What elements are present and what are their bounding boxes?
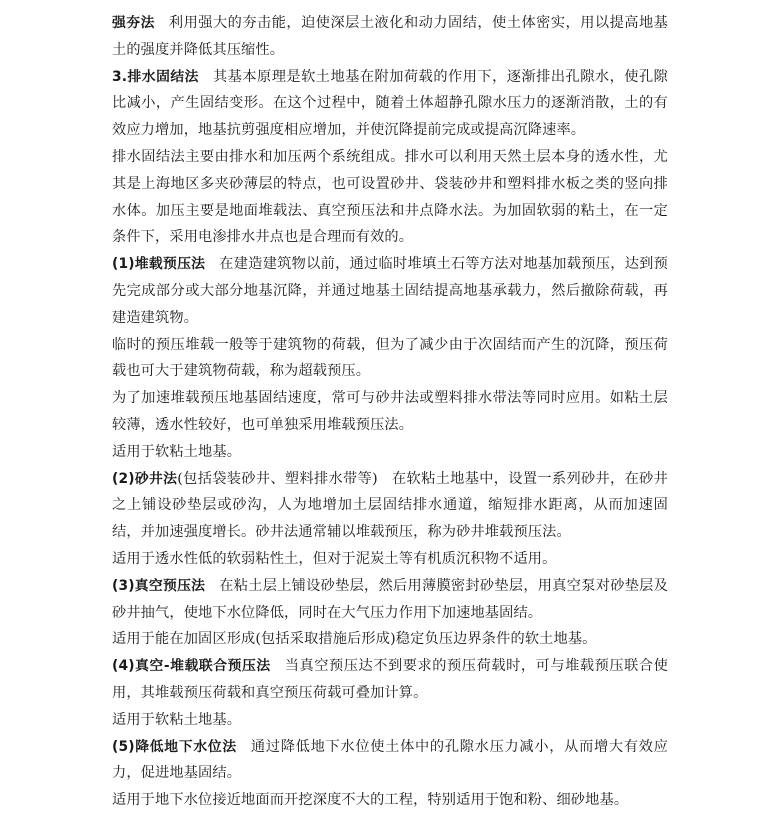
term-vacuum-preloading: (3)真空预压法 [112, 577, 206, 594]
paragraph-text: 适用于透水性低的软弱粘性土，但对于泥炭土等有机质沉积物不适用。 [112, 550, 557, 567]
paragraph-applicability-1 [112, 439, 668, 466]
paragraph-applicability-5 [112, 787, 668, 814]
paragraph-text: 适用于软粘土地基。 [112, 711, 242, 728]
paragraph-text: 适用于能在加固区形成(包括采取措施后形成)稳定负压边界条件的软土地基。 [112, 631, 597, 648]
term-combined-preloading: (4)真空-堆载联合预压法 [112, 658, 271, 675]
paragraph-applicability-4 [112, 707, 668, 734]
paragraph-sand-drain [112, 466, 668, 546]
paragraph-dynamic-compaction [112, 10, 668, 64]
paragraph-text: 临时的预压堆载一般等于建筑物的荷载，但为了减少由于次固结而产生的沉降，预压荷载也可大于建筑物荷载，称为超载预压。 [112, 336, 668, 380]
document-body [112, 10, 668, 814]
paragraph-overload-preloading [112, 332, 668, 386]
paragraph-text: 适用于软粘土地基。 [112, 443, 242, 460]
paragraph-dewatering [112, 734, 668, 788]
term-surcharge-preloading: (1)堆载预压法 [112, 256, 206, 273]
paragraph-acceleration [112, 385, 668, 439]
term-dynamic-compaction: 强夯法 [112, 15, 155, 31]
term-drainage-consolidation: 3.排水固结法 [112, 68, 199, 85]
term-sand-drain-note: (包括袋装砂井、塑料排水带等) [177, 470, 378, 487]
paragraph-vacuum-preloading [112, 573, 668, 627]
paragraph-text: 通过降低地下水位使土体中的孔隙水压力减小，从而增大有效应力，促进地基固结。 [112, 738, 668, 782]
paragraph-text: 其基本原理是软土地基在附加荷载的作用下，逐渐排出孔隙水，使孔隙比减小，产生固结变形。在这个过程中，随着土体超静孔隙水压力的逐渐消散，土的有效应力增加，地基抗剪强度相应增加，并使沉降提前完成或提高沉降速率。 [112, 68, 668, 139]
paragraph-text: 适用于地下水位接近地面而开挖深度不大的工程，特别适用于饱和粉、细砂地基。 [112, 792, 629, 809]
paragraph-text: 在建造建筑物以前，通过临时堆填土石等方法对地基加载预压，达到预先完成部分或大部分地基沉降，并通过地基土固结提高地基承载力，然后撤除荷载，再建造建筑物。 [112, 256, 668, 326]
paragraph-text: 为了加速堆载预压地基固结速度，常可与砂井法或塑料排水带法等同时应用。如粘土层较薄，透水性较好，也可单独采用堆载预压法。 [112, 390, 668, 433]
paragraph-text: 利用强大的夯击能，迫使深层土液化和动力固结，使土体密实，用以提高地基土的强度并降低其压缩性。 [112, 15, 668, 58]
paragraph-applicability-3 [112, 626, 668, 653]
paragraph-drainage-consolidation [112, 64, 668, 144]
paragraph-combined-preloading [112, 653, 668, 707]
paragraph-text: 排水固结法主要由排水和加压两个系统组成。排水可以利用天然土层本身的透水性，尤其是上海地区多夹砂薄层的特点，也可设置砂井、袋装砂井和塑料排水板之类的竖向排水体。加压主要是地面堆载法、真空预压法和井点降水法。为加固软弱的粘土，在一定条件下，采用电渗排水井点也是合理而有效的。 [112, 148, 668, 246]
paragraph-applicability-2 [112, 546, 668, 573]
paragraph-drainage-systems [112, 144, 668, 251]
term-dewatering: (5)降低地下水位法 [112, 738, 237, 755]
paragraph-surcharge-preloading [112, 251, 668, 331]
term-sand-drain: (2)砂井法 [112, 470, 178, 487]
paragraph-text: 在软粘土地基中，设置一系列砂井，在砂井之上铺设砂垫层或砂沟，人为地增加土层固结排水通道，缩短排水距离，从而加速固结，并加速强度增长。砂井法通常辅以堆载预压，称为砂井堆载预压法。 [112, 470, 668, 541]
paragraph-text: 在粘土层上铺设砂垫层，然后用薄膜密封砂垫层，用真空泵对砂垫层及砂井抽气，使地下水位降低，同时在大气压力作用下加速地基固结。 [112, 577, 668, 621]
paragraph-text: 当真空预压达不到要求的预压荷载时，可与堆载预压联合使用，其堆载预压荷载和真空预压荷载可叠加计算。 [112, 658, 669, 701]
